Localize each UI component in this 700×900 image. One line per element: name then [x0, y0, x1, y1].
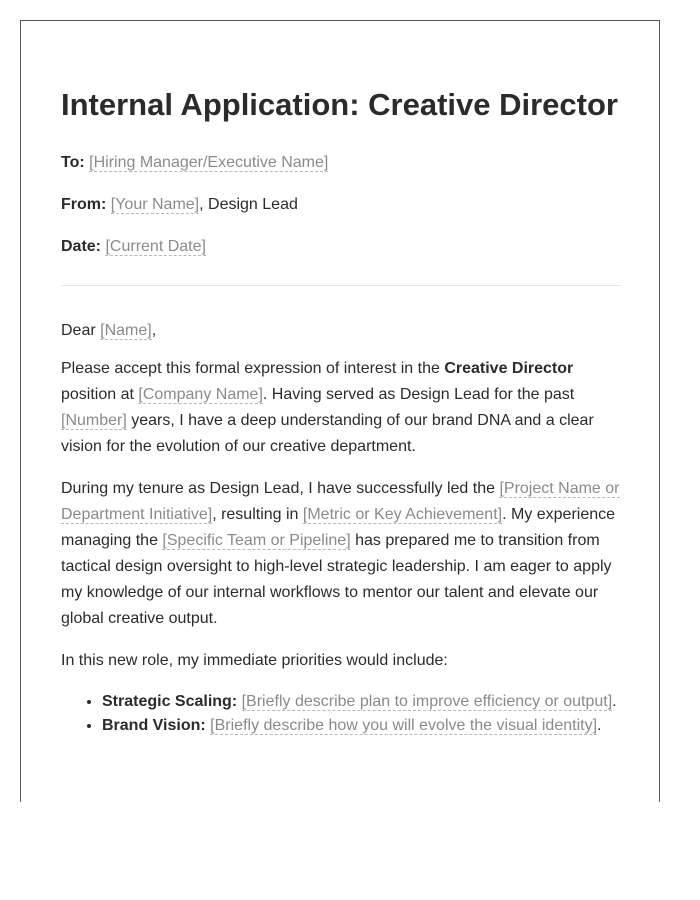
- list-item: [102, 714, 621, 738]
- para1-text-2: position at: [61, 386, 139, 403]
- priority-suffix: .: [597, 717, 602, 734]
- from-label: From:: [61, 196, 107, 213]
- para1-text-1: Please accept this formal expression of interest in the: [61, 360, 445, 377]
- to-placeholder[interactable]: [Hiring Manager/Executive Name]: [89, 154, 329, 171]
- greeting-suffix: ,: [151, 322, 157, 339]
- header-divider: [61, 285, 621, 286]
- priority-placeholder[interactable]: [Briefly describe how you will evolve the visual identity]: [210, 717, 598, 734]
- greeting-placeholder[interactable]: [Name]: [100, 322, 152, 339]
- para1-text-4: years, I have a deep understanding of our brand DNA and a clear vision for the evolution of our creative department.: [61, 412, 594, 455]
- document-title: Internal Application: Creative Director: [61, 87, 618, 122]
- priority-placeholder[interactable]: [Briefly describe plan to improve efficiency or output]: [241, 693, 613, 710]
- para1-bold-role: Creative Director: [444, 360, 574, 377]
- document-page: [20, 20, 660, 802]
- document-content: [61, 79, 621, 738]
- para2-text-3: . My experience managing the: [61, 506, 616, 549]
- priority-title: Brand Vision:: [102, 717, 206, 734]
- para2-text-2: , resulting in: [212, 506, 303, 523]
- priority-suffix: .: [612, 693, 617, 710]
- date-line: [61, 237, 621, 257]
- to-label: To:: [61, 154, 85, 171]
- team-placeholder[interactable]: [Specific Team or Pipeline]: [162, 532, 351, 549]
- paragraph-intro: [61, 356, 621, 460]
- project-name-placeholder[interactable]: [Project Name or Department Initiative]: [61, 480, 620, 523]
- para2-text-1: During my tenure as Design Lead, I have successfully led the: [61, 480, 500, 497]
- priority-title: Strategic Scaling:: [102, 693, 238, 710]
- priority-list: [61, 690, 621, 738]
- number-placeholder[interactable]: [Number]: [61, 412, 127, 429]
- paragraph-experience: [61, 476, 621, 632]
- para1-text-3: . Having served as Design Lead for the past: [262, 386, 575, 403]
- from-role: , Design Lead: [199, 196, 298, 213]
- to-line: [61, 153, 621, 173]
- paragraph-priorities-intro: In this new role, my immediate priorities would include:: [61, 652, 448, 669]
- company-name-placeholder[interactable]: [Company Name]: [138, 386, 263, 403]
- from-placeholder[interactable]: [Your Name]: [110, 196, 200, 213]
- metric-placeholder[interactable]: [Metric or Key Achievement]: [302, 506, 503, 523]
- greeting-prefix: Dear: [61, 322, 101, 339]
- greeting: [61, 318, 621, 344]
- list-item: [102, 690, 621, 714]
- date-label: Date:: [61, 238, 102, 255]
- date-placeholder[interactable]: [Current Date]: [105, 238, 206, 255]
- para2-text-4: has prepared me to transition from tactical design oversight to high-level strategic leadership. I am eager to apply my knowledge of our internal workflows to mentor our talent and elevate our global creative output.: [61, 532, 612, 627]
- from-line: [61, 195, 621, 215]
